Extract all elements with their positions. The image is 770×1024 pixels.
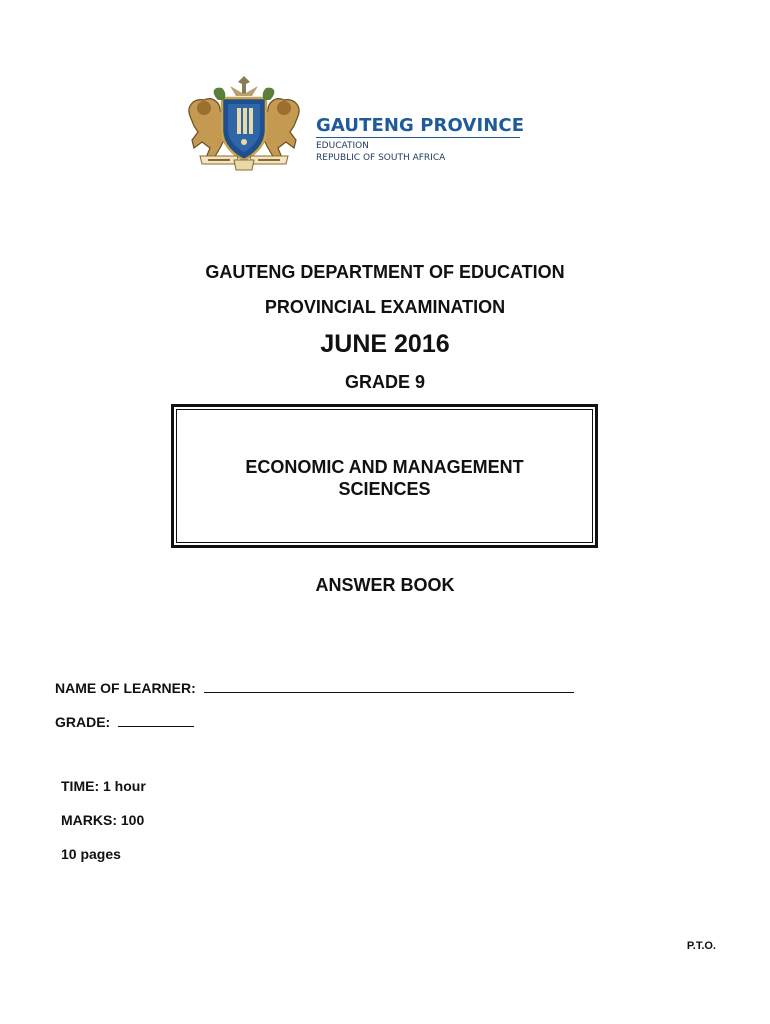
logo-text-block <box>316 116 546 164</box>
learner-grade-label: GRADE: <box>55 714 111 730</box>
pto-note: P.T.O. <box>686 940 716 952</box>
learner-grade-field <box>55 713 194 731</box>
time-label: TIME: <box>61 778 100 794</box>
logo-subtitle-education: EDUCATION <box>316 141 369 151</box>
coat-of-arms-icon <box>180 76 308 172</box>
exam-type-heading: PROVINCIAL EXAMINATION <box>264 297 506 317</box>
subject-title-line-2: SCIENCES <box>338 479 431 499</box>
page-count: 10 pages <box>61 846 121 862</box>
subject-title-line-1: ECONOMIC AND MANAGEMENT <box>245 457 524 477</box>
department-heading: GAUTENG DEPARTMENT OF EDUCATION <box>205 262 565 282</box>
subject-box <box>171 404 598 548</box>
marks-label: MARKS: <box>61 812 117 828</box>
learner-name-field <box>55 679 574 697</box>
marks-info <box>61 811 144 829</box>
subject-title <box>174 456 595 500</box>
document-type-heading: ANSWER BOOK <box>315 575 455 595</box>
exam-session-heading: JUNE 2016 <box>320 330 450 358</box>
grade-heading: GRADE 9 <box>344 372 425 392</box>
logo-title: GAUTENG PROVINCE <box>316 115 525 136</box>
time-info <box>61 777 146 795</box>
learner-name-label: NAME OF LEARNER: <box>55 680 196 696</box>
time-value: 1 hour <box>103 778 146 794</box>
gauteng-logo <box>180 76 540 172</box>
logo-subtitle-country: REPUBLIC OF SOUTH AFRICA <box>316 153 446 163</box>
learner-grade-blank[interactable] <box>118 713 194 727</box>
marks-value: 100 <box>120 812 145 828</box>
learner-name-blank[interactable] <box>204 679 574 693</box>
